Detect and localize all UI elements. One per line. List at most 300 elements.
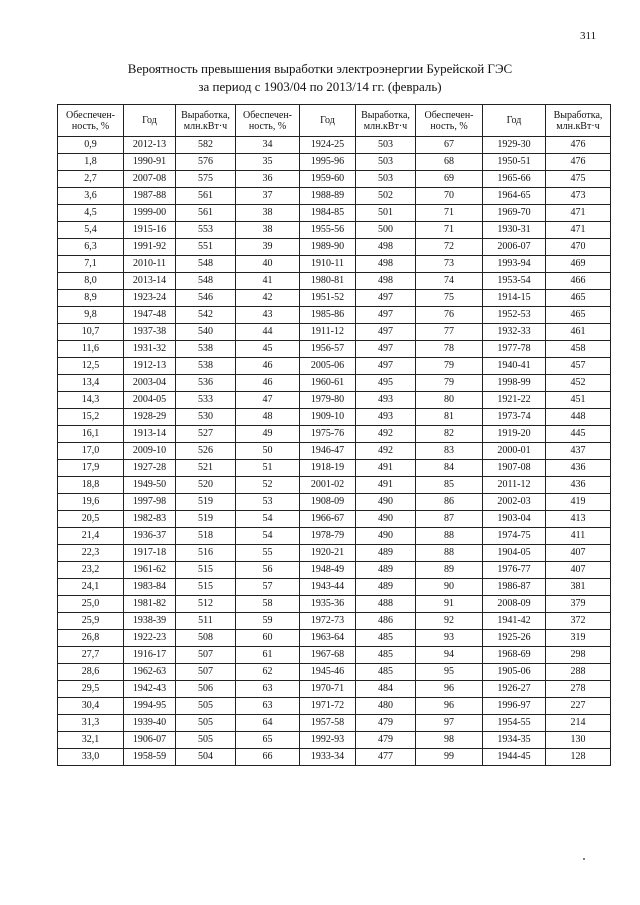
table-cell: 28,6 [58,664,124,681]
table-cell: 520 [176,477,236,494]
table-cell: 503 [356,171,416,188]
table-cell: 548 [176,273,236,290]
table-cell: 1936-37 [124,528,176,545]
table-cell: 98 [416,732,483,749]
document-title [0,60,640,96]
table-cell: 26,8 [58,630,124,647]
table-cell: 1925-26 [483,630,546,647]
table-cell: 41 [236,273,300,290]
table-cell: 1941-42 [483,613,546,630]
table-cell: 71 [416,222,483,239]
table-cell: 495 [356,375,416,392]
table-cell: 489 [356,545,416,562]
table-cell: 77 [416,324,483,341]
table-cell: 85 [416,477,483,494]
table-cell: 1999-00 [124,205,176,222]
table-cell: 490 [356,494,416,511]
table-cell: 411 [546,528,611,545]
table-cell: 561 [176,188,236,205]
table-cell: 1906-07 [124,732,176,749]
table-cell: 1951-52 [300,290,356,307]
page-number: 311 [580,30,597,42]
table-cell: 490 [356,528,416,545]
table-row [58,613,611,630]
table-cell: 407 [546,545,611,562]
table-cell: 2000-01 [483,443,546,460]
table-cell: 1972-73 [300,613,356,630]
table-cell: 548 [176,256,236,273]
table-cell: 1921-22 [483,392,546,409]
table-cell: 1947-48 [124,307,176,324]
table-cell: 1904-05 [483,545,546,562]
table-row [58,647,611,664]
table-cell: 90 [416,579,483,596]
table-row [58,188,611,205]
table-cell: 30,4 [58,698,124,715]
table-cell: 486 [356,613,416,630]
table-cell: 479 [356,732,416,749]
table-cell: 36 [236,171,300,188]
table-cell: 80 [416,392,483,409]
table-cell: 1982-83 [124,511,176,528]
table-cell: 14,3 [58,392,124,409]
table-row [58,715,611,732]
table-cell: 1966-67 [300,511,356,528]
table-cell: 1978-79 [300,528,356,545]
table-cell: 2007-08 [124,171,176,188]
table-cell: 319 [546,630,611,647]
table-cell: 1909-10 [300,409,356,426]
table-cell: 518 [176,528,236,545]
table-cell: 60 [236,630,300,647]
table-row [58,222,611,239]
table-cell: 1903-04 [483,511,546,528]
table-cell: 476 [546,154,611,171]
table-cell: 491 [356,460,416,477]
table-cell: 82 [416,426,483,443]
table-cell: 15,2 [58,409,124,426]
table-cell: 78 [416,341,483,358]
table-cell: 1984-85 [300,205,356,222]
table-cell: 476 [546,137,611,154]
table-cell: 48 [236,409,300,426]
table-cell: 42 [236,290,300,307]
table-row [58,681,611,698]
table-cell: 436 [546,477,611,494]
table-cell: 1908-09 [300,494,356,511]
table-cell: 1988-89 [300,188,356,205]
table-cell: 497 [356,358,416,375]
table-cell: 527 [176,426,236,443]
table-cell: 37 [236,188,300,205]
table-cell: 553 [176,222,236,239]
table-cell: 69 [416,171,483,188]
table-cell: 87 [416,511,483,528]
table-cell: 96 [416,681,483,698]
table-cell: 582 [176,137,236,154]
table-cell: 1917-18 [124,545,176,562]
table-cell: 500 [356,222,416,239]
table-cell: 515 [176,562,236,579]
table-cell: 1979-80 [300,392,356,409]
table-row [58,273,611,290]
table-cell: 1956-57 [300,341,356,358]
table-cell: 471 [546,222,611,239]
table-cell: 1919-20 [483,426,546,443]
table-row [58,698,611,715]
table-cell: 538 [176,341,236,358]
table-cell: 1907-08 [483,460,546,477]
table-cell: 11,6 [58,341,124,358]
table-cell: 1998-99 [483,375,546,392]
table-cell: 490 [356,511,416,528]
table-cell: 1996-97 [483,698,546,715]
table-row [58,154,611,171]
probability-table [57,104,611,766]
table-row [58,664,611,681]
table-cell: 39 [236,239,300,256]
table-cell: 1922-23 [124,630,176,647]
title-line-2: за период с 1903/04 по 2013/14 гг. (февраль) [198,79,442,94]
table-cell: 1968-69 [483,647,546,664]
table-cell: 66 [236,749,300,766]
table-row [58,579,611,596]
table-cell: 43 [236,307,300,324]
table-cell: 61 [236,647,300,664]
table-cell: 470 [546,239,611,256]
table-cell: 489 [356,562,416,579]
table-cell: 3,6 [58,188,124,205]
table-row [58,494,611,511]
table-cell: 25,0 [58,596,124,613]
table-cell: 1961-62 [124,562,176,579]
table-cell: 469 [546,256,611,273]
table-cell: 1977-78 [483,341,546,358]
table-cell: 76 [416,307,483,324]
table-cell: 2005-06 [300,358,356,375]
table-cell: 1995-96 [300,154,356,171]
table-row [58,732,611,749]
table-cell: 536 [176,375,236,392]
table-cell: 512 [176,596,236,613]
table-cell: 130 [546,732,611,749]
table-cell: 19,6 [58,494,124,511]
table-cell: 227 [546,698,611,715]
table-cell: 1910-11 [300,256,356,273]
table-cell: 1930-31 [483,222,546,239]
table-cell: 1932-33 [483,324,546,341]
table-header-row [58,105,611,137]
table-cell: 67 [416,137,483,154]
table-cell: 497 [356,324,416,341]
table-cell: 530 [176,409,236,426]
table-row [58,528,611,545]
table-cell: 44 [236,324,300,341]
table-cell: 489 [356,579,416,596]
table-cell: 2002-03 [483,494,546,511]
header-cell: Год [124,105,176,137]
table-cell: 488 [356,596,416,613]
table-cell: 8,0 [58,273,124,290]
table-cell: 92 [416,613,483,630]
table-cell: 1938-39 [124,613,176,630]
table-row [58,443,611,460]
table-cell: 6,3 [58,239,124,256]
table-cell: 25,9 [58,613,124,630]
table-cell: 526 [176,443,236,460]
table-cell: 45 [236,341,300,358]
table-cell: 47 [236,392,300,409]
table-cell: 451 [546,392,611,409]
table-cell: 1955-56 [300,222,356,239]
table-cell: 471 [546,205,611,222]
table-cell: 1975-76 [300,426,356,443]
table-body [58,137,611,766]
table-cell: 1944-45 [483,749,546,766]
table-cell: 288 [546,664,611,681]
table-cell: 12,5 [58,358,124,375]
table-cell: 97 [416,715,483,732]
table-cell: 1954-55 [483,715,546,732]
table-cell: 2,7 [58,171,124,188]
table-cell: 58 [236,596,300,613]
table-cell: 1937-38 [124,324,176,341]
table-cell: 52 [236,477,300,494]
table-cell: 519 [176,494,236,511]
table-cell: 511 [176,613,236,630]
table-cell: 57 [236,579,300,596]
table-cell: 2011-12 [483,477,546,494]
table-cell: 1945-46 [300,664,356,681]
table-cell: 1939-40 [124,715,176,732]
table-cell: 461 [546,324,611,341]
table-cell: 1913-14 [124,426,176,443]
table-cell: 546 [176,290,236,307]
table-cell: 99 [416,749,483,766]
table-cell: 71 [416,205,483,222]
table-cell: 1994-95 [124,698,176,715]
table-row [58,545,611,562]
table-row [58,375,611,392]
table-row [58,358,611,375]
table-cell: 1914-15 [483,290,546,307]
table-cell: 1959-60 [300,171,356,188]
table-cell: 576 [176,154,236,171]
table-cell: 1980-81 [300,273,356,290]
table-cell: 505 [176,732,236,749]
table-cell: 35 [236,154,300,171]
table-cell: 575 [176,171,236,188]
table-cell: 498 [356,239,416,256]
table-cell: 492 [356,443,416,460]
table-row [58,409,611,426]
table-cell: 16,1 [58,426,124,443]
table-row [58,307,611,324]
table-cell: 381 [546,579,611,596]
table-cell: 23,2 [58,562,124,579]
table-cell: 1986-87 [483,579,546,596]
table-cell: 1967-68 [300,647,356,664]
table-cell: 62 [236,664,300,681]
table-cell: 485 [356,630,416,647]
table-cell: 278 [546,681,611,698]
header-cell: Обеспечен-ность, % [236,105,300,137]
table-cell: 54 [236,528,300,545]
table-cell: 81 [416,409,483,426]
table-cell: 480 [356,698,416,715]
table-cell: 1983-84 [124,579,176,596]
table-cell: 492 [356,426,416,443]
table-cell: 1918-19 [300,460,356,477]
table-cell: 1989-90 [300,239,356,256]
table-cell: 445 [546,426,611,443]
table-cell: 1992-93 [300,732,356,749]
table-cell: 128 [546,749,611,766]
table-cell: 493 [356,409,416,426]
table-cell: 516 [176,545,236,562]
table-cell: 84 [416,460,483,477]
table-cell: 2004-05 [124,392,176,409]
table-cell: 484 [356,681,416,698]
table-cell: 51 [236,460,300,477]
table-cell: 1997-98 [124,494,176,511]
table-cell: 32,1 [58,732,124,749]
table-cell: 465 [546,290,611,307]
table-cell: 68 [416,154,483,171]
table-cell: 1970-71 [300,681,356,698]
table-cell: 505 [176,715,236,732]
table-cell: 55 [236,545,300,562]
header-cell: Год [300,105,356,137]
table-cell: 59 [236,613,300,630]
table-cell: 466 [546,273,611,290]
table-cell: 1929-30 [483,137,546,154]
table-cell: 1934-35 [483,732,546,749]
table-cell: 21,4 [58,528,124,545]
table-cell: 1931-32 [124,341,176,358]
table-cell: 18,8 [58,477,124,494]
table-row [58,477,611,494]
table-cell: 1916-17 [124,647,176,664]
table-row [58,630,611,647]
table-cell: 79 [416,375,483,392]
table-cell: 436 [546,460,611,477]
table-cell: 1948-49 [300,562,356,579]
table-cell: 13,4 [58,375,124,392]
table-cell: 17,0 [58,443,124,460]
table-cell: 2009-10 [124,443,176,460]
table-cell: 502 [356,188,416,205]
table-cell: 1943-44 [300,579,356,596]
table-row [58,239,611,256]
table-cell: 2006-07 [483,239,546,256]
table-cell: 372 [546,613,611,630]
table-cell: 2010-11 [124,256,176,273]
table-cell: 20,5 [58,511,124,528]
table-cell: 2001-02 [300,477,356,494]
table-cell: 542 [176,307,236,324]
table-cell: 88 [416,528,483,545]
table-row [58,511,611,528]
table-row [58,392,611,409]
table-cell: 24,1 [58,579,124,596]
table-row [58,137,611,154]
table-cell: 50 [236,443,300,460]
table-cell: 65 [236,732,300,749]
table-cell: 1981-82 [124,596,176,613]
table-cell: 507 [176,664,236,681]
table-row [58,562,611,579]
table-cell: 479 [356,715,416,732]
table-cell: 93 [416,630,483,647]
table-cell: 34 [236,137,300,154]
table-cell: 448 [546,409,611,426]
table-cell: 1940-41 [483,358,546,375]
table-cell: 1915-16 [124,222,176,239]
table-cell: 1960-61 [300,375,356,392]
table-row [58,341,611,358]
header-cell: Обеспечен-ность, % [58,105,124,137]
table-cell: 458 [546,341,611,358]
table-cell: 1928-29 [124,409,176,426]
table-row [58,290,611,307]
table-cell: 1953-54 [483,273,546,290]
table-cell: 83 [416,443,483,460]
table-cell: 1952-53 [483,307,546,324]
table-cell: 1985-86 [300,307,356,324]
table-cell: 498 [356,273,416,290]
table-cell: 53 [236,494,300,511]
table-cell: 1911-12 [300,324,356,341]
table-cell: 540 [176,324,236,341]
table-cell: 27,7 [58,647,124,664]
header-cell: Обеспечен-ность, % [416,105,483,137]
table-cell: 40 [236,256,300,273]
table-cell: 9,8 [58,307,124,324]
table-cell: 31,3 [58,715,124,732]
table-cell: 86 [416,494,483,511]
table-cell: 491 [356,477,416,494]
table-cell: 1974-75 [483,528,546,545]
table-cell: 298 [546,647,611,664]
table-cell: 49 [236,426,300,443]
table-cell: 519 [176,511,236,528]
table-cell: 457 [546,358,611,375]
table-cell: 501 [356,205,416,222]
table-row [58,256,611,273]
table-cell: 485 [356,664,416,681]
table-cell: 96 [416,698,483,715]
table-cell: 22,3 [58,545,124,562]
table-cell: 452 [546,375,611,392]
table-cell: 1958-59 [124,749,176,766]
table-cell: 379 [546,596,611,613]
table-cell: 5,4 [58,222,124,239]
table-cell: 419 [546,494,611,511]
table-cell: 497 [356,341,416,358]
table-cell: 1949-50 [124,477,176,494]
table-cell: 79 [416,358,483,375]
table-cell: 73 [416,256,483,273]
table-cell: 29,5 [58,681,124,698]
table-cell: 1946-47 [300,443,356,460]
table-cell: 1935-36 [300,596,356,613]
table-cell: 507 [176,647,236,664]
table-cell: 533 [176,392,236,409]
table-cell: 407 [546,562,611,579]
table-cell: 1987-88 [124,188,176,205]
table-cell: 1957-58 [300,715,356,732]
